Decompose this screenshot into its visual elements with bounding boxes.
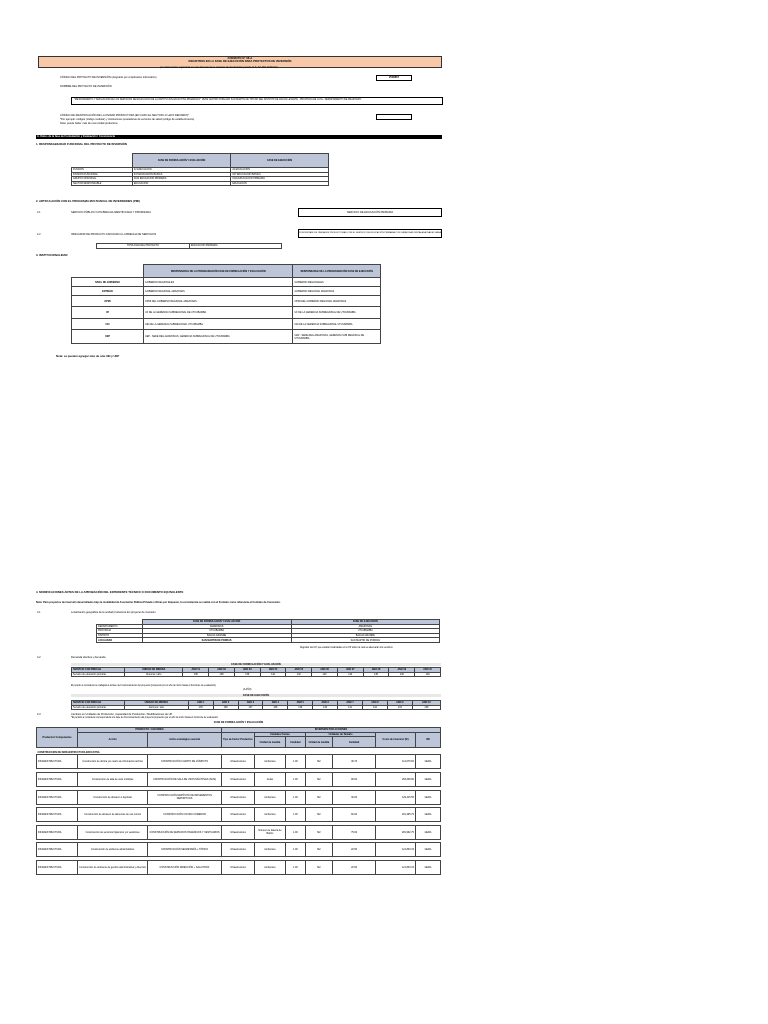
cell: Infraestructura [221,772,254,786]
cell: 139 [288,705,313,710]
s4-note: Nota: Para proyectos de inversión desarrollados bajo la modalidad de Asociación Pública Privada o Obras por Impuesto, la consistencia se realiza con el Formato como referencia el Contrato de Concesión. [36,601,281,604]
col-header: AÑO 10 [415,668,441,673]
s4-r3-num: 4.3 [37,713,41,716]
cell: 142 [362,705,387,710]
cell: 1.00 [285,772,305,786]
codigo-label: CÓDIGO DEL PROYECTO DE INVERSIÓN (Asignado por el Aplicativo Informático) [60,76,157,79]
cell: SAN MARTIN DE PORRAS [142,638,291,643]
dem-note: El periodo a considerar se trabajará a la fase de Funcionamiento del proyecto (propuesto por el año de inicio hasta el horizonte de evaluación) [71,685,216,687]
table-row [72,319,381,330]
s2-tipologia-table [96,243,282,249]
cell: M2 [305,843,332,857]
s43-title: FASE DE FORMULACIÓN Y EVALUACIÓN [213,721,264,724]
cell: INFRAESTRUCTURA [37,860,78,874]
s2-r1-field[interactable]: SERVICIO DE EDUCACIÓN PRIMARIA [298,208,442,217]
cell: 148 [412,705,440,710]
table-row [37,755,441,769]
row-label: LOCALIDAD [97,638,143,643]
dem-ej-note: *El periodo a considerar corresponderá a la fase de Funcionamiento del proyecto propuesto por el año de inicio hasta el horizonte de evaluación [71,717,218,719]
cell: Construcción de almacén de alimentos de uso común [78,808,148,822]
cell: 138 [213,705,238,710]
cell: 149 [415,672,441,677]
cell: 143 [387,705,412,710]
table-row [72,287,381,296]
cell: CONSTRUCCIÓN SECRETARÍA + TÓPICO [148,843,222,857]
codigo-field[interactable]: 2538867 [376,75,412,81]
cell: Infraestructura [221,790,254,804]
col-header: AÑO 04 [260,668,286,673]
ue-label: CÓDIGO DE IDENTIFICACIÓN DE LA UNIDAD PRODUCTORA (EN CASO EL SECTOR LO HAYA DEFINIDO)* [60,114,190,117]
cell: UF DE LA GERENCIA SUBREGIONAL DE UTCUBAMBA [293,307,381,319]
table-row [37,772,441,786]
nombre-field[interactable] [71,97,443,105]
cell: OPMI DEL GOBIERNO REGIONAL AMAZONAS [293,296,381,307]
cell: 46.70 [332,755,375,769]
cell: UEI DE LA GERENCIA SUBREGIONAL UTCUBAMBA [143,319,293,330]
cell: M2 [305,755,332,769]
cell: EDUCACIÓN [132,181,230,186]
cell: 30.00 [332,790,375,804]
cell: 135 [188,705,213,710]
cell: Número de bateria de Baños [255,825,286,839]
group-label: CONSTRUCCIÓN DE INFRAESTRUCTURA EDUCATIVA [37,751,100,755]
cell: 1.00 [285,860,305,874]
cell: M2 [305,772,332,786]
cell: UTCUBAMBA [291,629,439,634]
cell: Alumnos / año [125,672,183,677]
cell: Construcción de almacén o depósito [78,790,148,804]
col-header: SERVICIO CON BRECHA [72,701,125,706]
s1-table [71,153,329,186]
s3-blank [72,265,144,278]
s1-title: 1. RESPONSABILIDAD FUNCIONAL DEL PROYECTO DE INVERSIÓN [36,142,127,146]
cell: INFRAESTRUCTURA [37,808,78,822]
row-label: GRUPO FUNCIONAL [72,177,133,182]
format-number: FORMATO N° 08-A [227,56,253,60]
loc-note: Registrar las UP, que estarán localizadas en la CP sobre la cual se adecuarán los servicios [300,647,393,649]
cell: EDUCACIÓN [231,181,329,186]
cell: Infraestructura [221,860,254,874]
cell: 142 [286,672,312,677]
table-row [72,278,381,287]
cell: GERA [415,808,440,822]
row-label: DISTRITO [97,633,143,638]
cell: Ambientes [255,755,286,769]
h-prod: PRODUCTO / ACCIONES [78,728,222,733]
s2-r1-label: SERVICIO PÚBLICO CON BRECHA IDENTIFICADA Y PRIORIZADA [71,211,151,214]
cell: 22 EDUCACIÓN [231,168,329,173]
cell: 201,395.79 [376,808,416,822]
row-label: FUNCIÓN [72,168,133,173]
cell: GERA [415,772,440,786]
table-row [37,808,441,822]
col-header: UNIDAD DE MEDIDA [125,668,183,673]
s2-r1-num: 2.1 [37,211,41,214]
s1-col1: FASE DE FORMULACIÓN Y EVALUACIÓN [132,154,230,168]
cell: INFRAESTRUCTURA [37,843,78,857]
cell: CONSTRUCCIÓN DE SALA DE USOS MÚLTIPLES (SUM) [148,772,222,786]
ue-note-2: Nota: puede haber más de una unidad productora [60,122,118,125]
row-label: NIVEL DE GOBIERNO [72,278,144,287]
cell: Ambientes [255,790,286,804]
cell: 129,415.55 [376,790,416,804]
tipologia-label: TIPOLOGÍA DEL PROYECTO [97,244,190,249]
cell: GOBIERNO REGIONAL AMAZONAS [143,287,293,296]
h-accion: Acción [78,732,148,748]
cell: AMAZONAS [291,624,439,629]
cell: 047 EDUCACIÓN BÁSICA [132,172,230,177]
cell: 96.00 [332,772,375,786]
cell: GERA [415,860,440,874]
cell: Construcción de sala de usos múltiples [78,772,148,786]
h-costo: Costo de inversión (S/) [376,732,416,748]
cell: 0104 EDUCACIÓN PRIMARIA [231,177,329,182]
row-label: SECTOR RESPONSABLE [72,181,133,186]
cell: 114,079.82 [376,755,416,769]
cell: M2 [305,825,332,839]
cell: Servicio de educación primaria [72,672,125,677]
table-row [37,825,441,839]
h-um2: Unidad de medida [305,737,332,748]
h-cant: Cantidad [285,737,305,748]
row-label: OPMI [72,296,144,307]
s2-title: 2. ARTICULACIÓN CON EL PROGRAMA MULTIANUAL DE INVERSIONES (PMI) [36,199,140,203]
cell: 145 [363,672,389,677]
cell: Infraestructura [221,825,254,839]
table-row [37,790,441,804]
cell: INFRAESTRUCTURA [37,772,78,786]
cell: 1.00 [285,755,305,769]
s4-r1-num: 4.1 [37,611,41,614]
cell: Aulas [255,772,286,786]
s4-r2-label: Demanda efectiva y demanda [71,656,106,659]
table-row [72,705,441,710]
table-row [97,638,440,643]
col-header: AÑO 08 [363,668,389,673]
cell: 0104 EDUCACIÓN PRIMARIA [132,177,230,182]
cell: 143 [312,672,338,677]
h-ut: Unidades de Tamaño [305,732,375,737]
s3-title: 3. INSTITUCIONALIDAD [36,253,68,257]
cell: 146 [389,672,415,677]
col-header: AÑO 07 [337,668,363,673]
col-header: AÑO 5 [288,701,313,706]
cell: M2 [305,790,332,804]
loc-col1: FASE DE FORMULACIÓN Y EVALUACIÓN [142,620,291,625]
cell: CONSTRUCCIÓN DIRECCIÓN + SALA PROF. [148,860,222,874]
cell: 121,803.33 [376,860,416,874]
cell: BAGUA GRANDE [142,633,291,638]
ue-note-1: *Por ejemplo: códigos (código modular) y instituciones prestadoras de servicios de salud (código de establecimiento) [60,118,195,121]
s4-loc-table [96,619,440,643]
s3-col2: RESPONSABLE DE LA PROGRAMACIÓN FASE DE EJECUCIÓN [293,265,381,278]
row-label: DEPARTAMENTO [97,624,143,629]
cell: GOBIERNO REGIONALES [143,278,293,287]
cell: UTCUBAMBA [142,629,291,634]
cell: M2 [305,860,332,874]
nombre-value: "MEJORAMIENTO Y AMPLIACION DE LOS SERVICIOS DE EDUCACION DE LA INSTITUCION EDUCATIVA PRIMARIA N° 18292 CENTRO POBLADO SAN MARTIN DE TIHONO DEL DISTRITO DE RACAS LEVANTE - PROVINCIA DE LUYA - DEPARTAMENTO DE AMAZONAS" [74,99,362,101]
table-row [72,307,381,319]
col-header: AÑO 1 [188,701,213,706]
ue-field[interactable] [376,114,412,120]
s3-col1: RESPONSABLE DE LA PROGRAMACIÓN FASE DE FORMULACIÓN Y EVALUACIÓN [143,265,293,278]
col-header: AÑO 9 [387,701,412,706]
col-header: AÑO 03 [234,668,260,673]
table-row [72,181,329,186]
cell: Ambientes [255,860,286,874]
row-label: ENTIDAD [72,287,144,296]
col-header: AÑO 3 [238,701,263,706]
s43-table [36,727,441,878]
cell: 1.00 [285,808,305,822]
col-header: AÑO 09 [389,668,415,673]
loc-col2: FASE DE EJECUCIÓN [291,620,439,625]
nombre-label: NOMBRE DEL PROYECTO DE INVERSIÓN [60,85,112,88]
dem-fe-title: FASE DE FORMULACIÓN Y EVALUACIÓN [71,663,441,666]
cell: INFRAESTRUCTURA [37,825,78,839]
s2-r2-num: 2.2 [37,233,41,236]
h-um: Unidad de medida [255,737,286,748]
table-row [72,296,381,307]
cell: 140 [313,705,338,710]
cell: 75.00 [332,825,375,839]
table-row [72,330,381,344]
row-spacer [37,874,441,877]
cell: 22 EDUCACIÓN [132,168,230,173]
cell: 1.00 [285,790,305,804]
cell: 138 [209,672,235,677]
s4-r2-num: 4.2 [37,656,41,659]
cell: 121,803.33 [376,843,416,857]
col-header: AÑO 4 [263,701,288,706]
cell: 60.00 [332,808,375,822]
cell: 22.50 [332,860,375,874]
cell: AMAZONAS [142,624,291,629]
h-tipo: Tipo de Factor Productivo [221,732,254,748]
cell: Construcción de servicios higiénicos y/o vestidores [78,825,148,839]
s4-r1-label: Localización geográfica de la unidad productora del proyecto de inversión [71,611,156,614]
cell: Construcción de ambiente administrativo [78,843,148,857]
s1-col2: FASE DE EJECUCIÓN [231,154,329,168]
col-header: AÑO 2 [213,701,238,706]
cell: 1.00 [285,825,305,839]
format-title: REGISTROS EN LA FASE DE EJECUCIÓN PARA PROYECTOS DE INVERSIÓN [188,59,292,64]
col-header: AÑO 05 [286,668,312,673]
cell: CONSTRUCCIÓN COCINA COMEDOR [148,808,222,822]
s4-r3-label: Cambios en Unidades de Producción, Capacidad de Producción / Modificaciones de UP. [71,713,173,716]
col-header: AÑO 06 [312,668,338,673]
cell: Ambientes [255,808,286,822]
col-header: UNIDAD DE MEDIDA [125,701,189,706]
cell: Construcción de oficina y/o cuarto de información archivo [78,755,148,769]
cell: 281,992.75 [376,825,416,839]
h-uf: Unidades Físicas [255,732,306,737]
cell: CONSTRUCCIÓN DE SERVICIOS HIGIÉNICOS Y VESTUARIOS [148,825,222,839]
cell: Ambientes [255,843,286,857]
s2-r2-label: INDICADOR DE PRODUCTO ASOCIADO A LA BRECHA DE SERVICIOS [71,233,157,236]
cell: M2 [305,808,332,822]
s3-table [71,264,381,344]
col-header: AÑO 01 [183,668,209,673]
cell: Infraestructura [221,843,254,857]
s1-blank [72,154,133,168]
s3-note: Nota: se pueden agregar más de una UEI y UEP [56,354,120,358]
cell: Construcción de ambiente de gestión administrativa y dirección [78,860,148,874]
table-row [37,843,441,857]
cell: CONSTRUCCIÓN DEPÓSITO DE IMPLEMENTOS DEPORTIVOS [148,790,222,804]
cell: UEI DE LA GERENCIA SUBREGIONAL UTCUBAMBA [293,319,381,330]
cell: 1.00 [285,843,305,857]
section-a-bar: A. Datos de la fase de Formulación y Evaluación / Consistencia [36,135,442,139]
cell: 22.50 [332,843,375,857]
row-label: UF [72,307,144,319]
cell: INFRAESTRUCTURA [37,790,78,804]
row-label: PROVINCIA [97,629,143,634]
spacer [37,874,441,877]
cell: BAGUA GRANDE [291,633,439,638]
dem-note-2: (A AÑO) [243,689,252,691]
cell: Alumnos / año [125,705,189,710]
cell: INFRAESTRUCTURA [37,755,78,769]
cell: 254,609.80 [376,772,416,786]
cell: OPMI DEL GOBIERNO REGIONAL AMAZONAS [143,296,293,307]
h-comp: Productos/ Componentes [37,728,78,748]
cell: GERA [415,755,440,769]
table-row [72,672,441,677]
s4-title: 4. MODIFICACIONES ANTES DE LA APROBACIÓN DEL EXPEDIENTE TÉCNICO O DOCUMENTO EQUIVALENTE [36,590,184,594]
row-label: DIVISIÓN FUNCIONAL [72,172,133,177]
dem-ej-title: FASE DE EJECUCIÓN [71,694,441,697]
demanda-fe-table [71,667,441,677]
demanda-ej-table [71,700,441,710]
format-subtitle: (La información registrada en este formato tiene carácter de declaración jurada, D.S. N° 284-2018-EF) [160,66,278,69]
cell: GOBIERNO REGIONALES [293,278,381,287]
row-label: UEP [72,330,144,344]
cell: 138 [263,705,288,710]
row-label: UEI [72,319,144,330]
cell: 047 EDUCACIÓN BÁSICA [231,172,329,177]
h-uei: UEI [415,732,440,748]
cell: Servicio de educación primaria [72,705,125,710]
cell: Infraestructura [221,755,254,769]
cell: SAN MARTIN DE PORRAS [291,638,439,643]
cell: 144 [337,672,363,677]
cell: CONSTRUCCIÓN CUARTO DE CÓMPUTO [148,755,222,769]
cell: UEP - SEDE REG.AMAZONAS, GERENCIA SUBREGIONAL DE UTCUBAMBA [143,330,293,344]
cell: Infraestructura [221,808,254,822]
h-activo: Activo estratégico esencial [148,732,222,748]
col-header: SERVICIO CON BRECHA [72,668,125,673]
col-header: AÑO 10 [412,701,440,706]
s2-r2-field[interactable]: PORCENTAJE DE UNIDADES PRODUCTORAS CON EL SERVICIO DE EDUCACIÓN PRIMARIA CON CAPACIDAD INSTALADA INADECUADA [298,229,442,238]
h-cant2: Cantidad [332,737,375,748]
cell: GOBIERNO REGIONAL AMAZONAS [293,287,381,296]
h-inv: INVERSIÓN POR ACCIONES [221,728,440,733]
col-header: AÑO 02 [209,668,235,673]
cell: 142 [260,672,286,677]
cell: GERA [415,825,440,839]
cell: GERA [415,790,440,804]
cell: UEP - SEDE REG.AMAZONAS, GERENCIA SUB REGIONAL DE UTCUBAMBA [293,330,381,344]
cell: GERA [415,843,440,857]
cell: 136 [183,672,209,677]
col-header: AÑO 7 [338,701,363,706]
cell: UF DE LA GERENCIA SUBREGIONAL DE UTCUBAMBA [143,307,293,319]
cell: 139 [234,672,260,677]
col-header: AÑO 8 [362,701,387,706]
cell: 137 [238,705,263,710]
table-row [37,860,441,874]
col-header: AÑO 6 [313,701,338,706]
tipologia-value: EDUCACIÓN PRIMARIA [190,244,282,249]
cell: 141 [338,705,363,710]
